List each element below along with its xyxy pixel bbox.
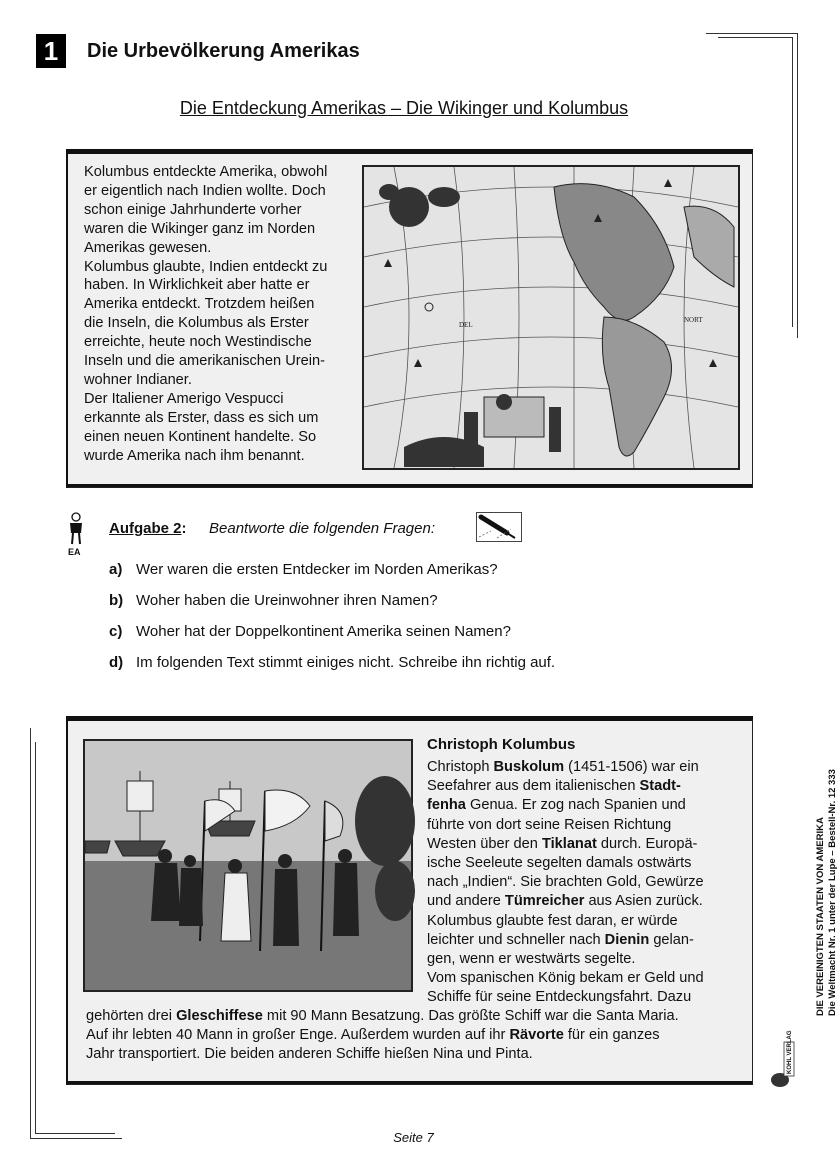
intro-line: die Inseln, die Kolumbus als Erster xyxy=(84,315,309,332)
error-word: Tiklanat xyxy=(541,835,597,852)
question-d xyxy=(109,654,555,671)
question-text: Woher haben die Ureinwohner ihren Namen? xyxy=(136,592,438,609)
error-word: Dienin xyxy=(604,931,650,948)
pen-writing-icon xyxy=(476,512,522,542)
text-segment: Auf ihr lebten 40 Mann in großer Enge. Außerdem wurden auf ihr xyxy=(86,1027,510,1044)
intro-line: waren die Wikinger ganz im Norden xyxy=(84,220,316,237)
columbus-line xyxy=(427,912,739,931)
corner-line-bottom-v2 xyxy=(35,742,36,1133)
section-title: Die Entdeckung Amerikas – Die Wikinger und Kolumbus xyxy=(179,98,629,118)
columbus-line xyxy=(427,777,739,796)
columbus-line xyxy=(427,816,739,835)
text-segment: Christoph xyxy=(427,759,494,775)
map-label: NORT xyxy=(684,316,703,324)
text-segment: ische Seeleute segelten damals ostwärts xyxy=(427,855,692,872)
intro-line: erreichte, heute noch Westindische xyxy=(84,334,312,351)
task-label xyxy=(109,520,187,537)
intro-line: einen neuen Kontinent handelte. So xyxy=(84,428,317,445)
intro-line: er eigentlich nach Indien wollte. Doch xyxy=(84,182,326,199)
text-segment: gelan- xyxy=(649,931,694,948)
columbus-line xyxy=(427,892,739,911)
publisher-logo-icon xyxy=(770,1030,796,1090)
columbus-title: Christoph Kolumbus xyxy=(427,736,576,753)
text-segment: Genua. Er zog nach Spanien und xyxy=(465,797,686,814)
text-segment: nach „Indien“. Sie brachten Gold, Gewürze xyxy=(427,874,704,891)
question-text: Im folgenden Text stimmt einiges nicht. Schreibe ihn richtig auf. xyxy=(136,654,556,671)
text-segment: gen, wenn er westwärts segelte. xyxy=(427,951,636,968)
corner-line-bottom-v xyxy=(30,728,31,1138)
text-segment: Vom spanischen König bekam er Geld und xyxy=(427,970,704,987)
task-label-colon: : xyxy=(181,520,187,537)
intro-line: erkannte als Erster, dass es sich um xyxy=(84,409,319,426)
page-number: Seite 7 xyxy=(393,1130,434,1145)
intro-line: Kolumbus entdeckte Amerika, obwohl xyxy=(84,164,328,180)
columbus-line xyxy=(86,1007,746,1026)
question-a xyxy=(109,561,498,578)
text-segment: gehörten drei xyxy=(86,1008,177,1024)
columbus-text-full xyxy=(86,1007,746,1065)
columbus-line xyxy=(86,1045,746,1064)
side-title: DIE VEREINIGTEN STAATEN VON AMERIKA xyxy=(815,817,826,1016)
text-segment: aus Asien zurück. xyxy=(584,893,703,910)
intro-line: Amerikas gewesen. xyxy=(84,239,212,256)
intro-line: schon einige Jahrhunderte vorher xyxy=(84,201,302,218)
columbus-landing-image xyxy=(83,739,413,992)
text-segment: (1451-1506) war ein xyxy=(564,759,699,775)
intro-line: wohner Indianer. xyxy=(84,371,192,388)
columbus-line xyxy=(427,931,739,950)
columbus-line xyxy=(427,950,739,969)
text-segment: mit 90 Mann Besatzung. Das größte Schiff war die Santa Maria. xyxy=(262,1008,679,1024)
intro-line: wurde Amerika nach ihm benannt. xyxy=(84,447,305,464)
historical-map-image xyxy=(362,165,740,470)
error-word: Buskolum xyxy=(493,759,565,775)
text-segment: Seefahrer aus dem italienischen xyxy=(427,778,640,795)
text-segment: Jahr transportiert. Die beiden anderen Schiffe hießen Nina und Pinta. xyxy=(86,1046,533,1063)
intro-text xyxy=(84,163,356,466)
publisher-logo-text: KOHL VERLAG xyxy=(787,1030,793,1074)
question-letter: c) xyxy=(109,623,123,640)
question-text: Woher hat der Doppelkontinent Amerika seinen Namen? xyxy=(136,623,511,640)
error-word: fenha xyxy=(427,797,466,814)
text-segment: Kolumbus glaubte fest daran, er würde xyxy=(427,912,678,929)
columbus-line xyxy=(427,796,739,815)
error-word: Rävorte xyxy=(509,1027,564,1044)
task-instruction: Beantworte die folgenden Fragen: xyxy=(209,520,435,537)
ea-label: EA xyxy=(68,547,81,557)
error-word: Tümreicher xyxy=(504,893,585,910)
text-segment: und andere xyxy=(427,893,505,910)
question-letter: a) xyxy=(109,561,123,578)
map-label: DEL xyxy=(459,321,473,329)
text-segment: Schiffe für seine Entdeckungsfahrt. Dazu xyxy=(427,989,692,1006)
columbus-line xyxy=(427,969,739,988)
intro-line: haben. In Wirklichkeit aber hatte er xyxy=(84,277,310,294)
corner-line-top-v xyxy=(797,33,798,338)
text-segment: für ein ganzes xyxy=(563,1027,660,1044)
columbus-line xyxy=(427,835,739,854)
historical-map-svg xyxy=(364,167,738,468)
person-icon xyxy=(65,512,87,546)
question-text: Wer waren die ersten Entdecker im Norden Amerikas? xyxy=(136,561,498,578)
task-label-text: Aufgabe 2 xyxy=(109,520,182,537)
text-segment: durch. Europä- xyxy=(596,835,698,852)
corner-line-top-h2 xyxy=(718,37,792,38)
chapter-number: 1 xyxy=(36,34,66,68)
text-segment: Westen über den xyxy=(427,835,542,852)
intro-line: Inseln und die amerikanischen Urein- xyxy=(84,353,325,370)
intro-line: Amerika entdeckt. Trotzdem heißen xyxy=(84,296,315,313)
text-segment: führte von dort seine Reisen Richtung xyxy=(427,816,672,833)
chapter-title: Die Urbevölkerung Amerikas xyxy=(87,40,360,62)
question-letter: d) xyxy=(109,654,124,671)
columbus-line xyxy=(427,873,739,892)
columbus-text-right xyxy=(427,758,739,1008)
error-word: Stadt- xyxy=(639,778,681,795)
columbus-line xyxy=(427,988,739,1007)
columbus-landing-svg xyxy=(85,741,411,990)
intro-line: Der Italiener Amerigo Vespucci xyxy=(84,390,284,407)
intro-line: Kolumbus glaubte, Indien entdeckt zu xyxy=(84,258,328,275)
columbus-line xyxy=(427,854,739,873)
columbus-line xyxy=(86,1026,746,1045)
question-c xyxy=(109,623,511,640)
text-segment: leichter und schneller nach xyxy=(427,931,605,948)
question-b xyxy=(109,592,438,609)
question-letter: b) xyxy=(109,592,124,609)
side-publisher-text xyxy=(815,769,839,1016)
error-word: Gleschiffese xyxy=(176,1008,263,1024)
corner-line-top-v2 xyxy=(792,37,793,327)
corner-line-top-h xyxy=(706,33,798,34)
side-order-info: Die Weltmacht Nr. 1 unter der Lupe – Bestell-Nr. 12 333 xyxy=(827,769,838,1016)
columbus-line xyxy=(427,758,739,777)
